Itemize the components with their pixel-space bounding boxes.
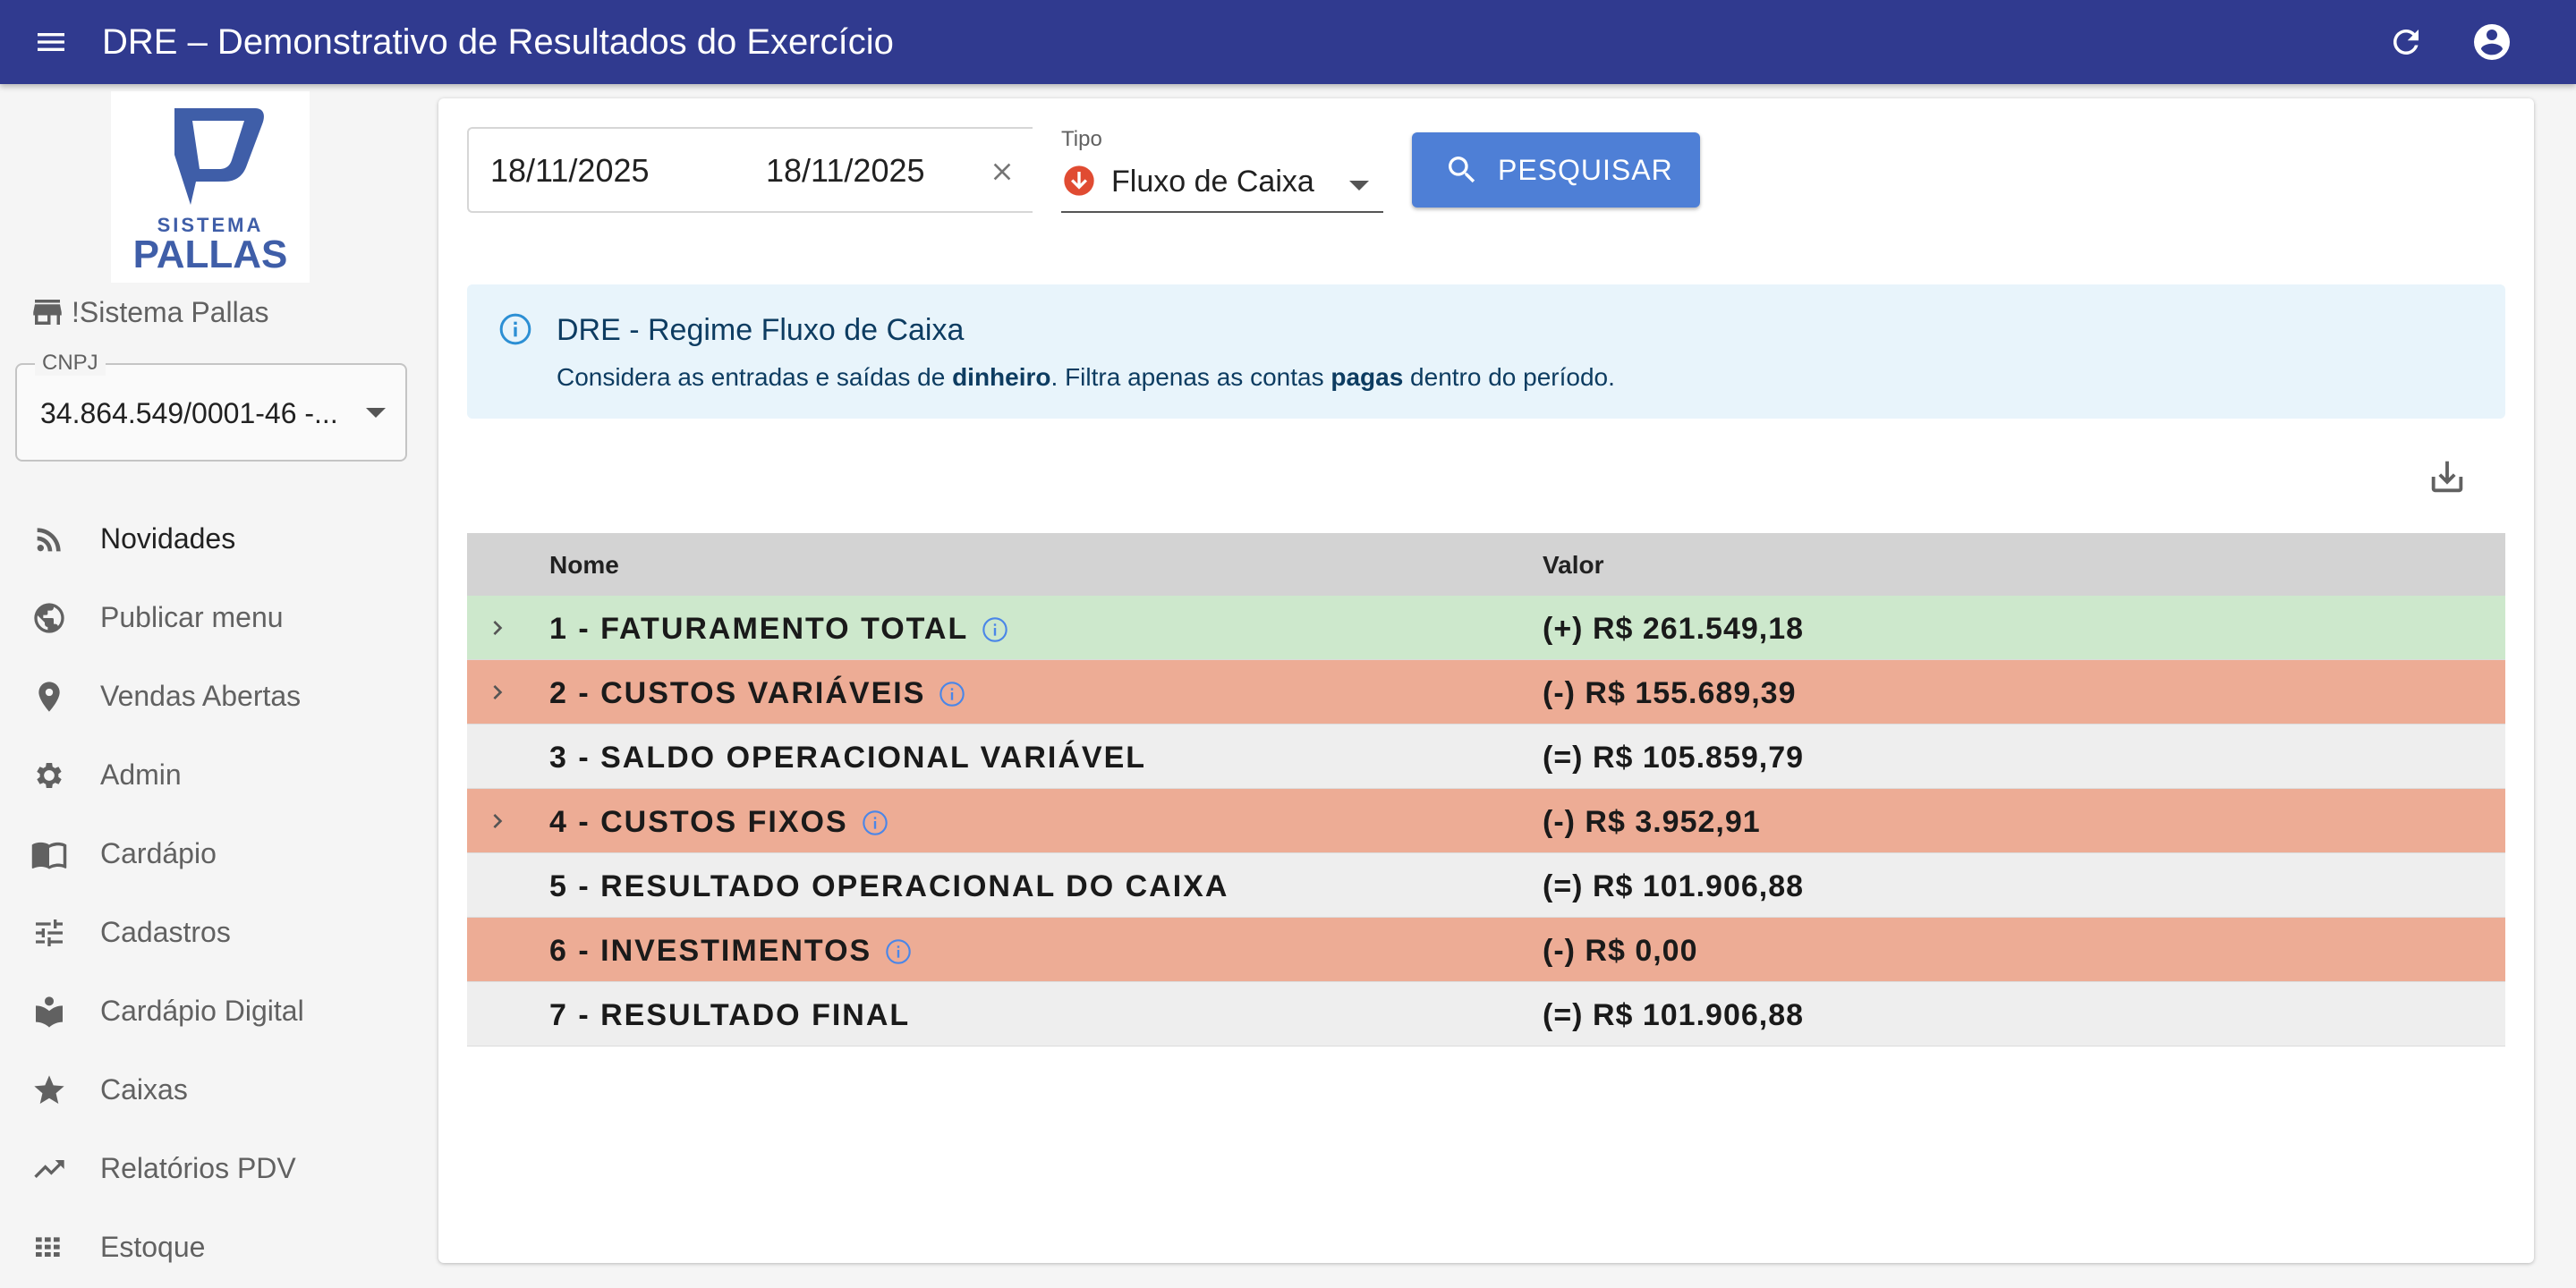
menu-book-icon <box>29 834 70 875</box>
sidebar-item-caixas[interactable] <box>0 1054 429 1125</box>
apps-grid-icon <box>29 1227 70 1268</box>
row-value: (=) R$ 105.859,79 <box>1543 741 1805 775</box>
refresh-icon[interactable] <box>2384 20 2428 64</box>
sidebar-item-label: Vendas Abertas <box>100 680 302 712</box>
row-value: (=) R$ 101.906,88 <box>1543 869 1805 903</box>
sidebar-item-cardapio[interactable] <box>0 818 429 889</box>
date-range-field[interactable] <box>467 127 1033 213</box>
location-pin-icon <box>29 676 70 717</box>
info-icon[interactable] <box>861 809 889 837</box>
cnpj-select[interactable] <box>15 351 407 462</box>
table-row <box>467 982 2505 1046</box>
info-alert <box>467 284 2505 419</box>
page-title: DRE – Demonstrativo de Resultados do Exercício <box>102 22 894 62</box>
sidebar-item-publicar-menu[interactable] <box>0 581 429 653</box>
sidebar-item-label: Admin <box>100 758 182 791</box>
chevron-down-icon <box>1349 181 1369 191</box>
info-icon <box>497 311 533 347</box>
row-value: (+) R$ 261.549,18 <box>1543 612 1805 646</box>
row-name: 5 - RESULTADO OPERACIONAL DO CAIXA <box>549 869 1229 903</box>
tipo-label: Tipo <box>1061 127 1102 151</box>
chevron-down-icon <box>366 408 386 418</box>
sidebar-item-label: Novidades <box>100 522 236 555</box>
row-name: 3 - SALDO OPERACIONAL VARIÁVEL <box>549 741 1147 775</box>
row-value: (-) R$ 0,00 <box>1543 934 1698 968</box>
sidebar-item-vendas-abertas[interactable] <box>0 660 429 732</box>
sidebar-item-cadastros[interactable] <box>0 896 429 968</box>
table-row <box>467 853 2505 918</box>
sidebar-item-relatorios-pdv[interactable] <box>0 1132 429 1204</box>
store-icon <box>29 293 66 331</box>
store-name: !Sistema Pallas <box>72 295 269 328</box>
row-name: 4 - CUSTOS FIXOS <box>549 805 889 840</box>
table-row[interactable] <box>467 660 2505 724</box>
info-title: DRE - Regime Fluxo de Caixa <box>557 313 965 347</box>
row-name: 1 - FATURAMENTO TOTAL <box>549 612 1009 647</box>
table-header <box>467 533 2505 596</box>
row-value: (=) R$ 101.906,88 <box>1543 998 1805 1032</box>
account-circle-icon[interactable] <box>2468 18 2516 66</box>
sidebar-item-label: Relatórios PDV <box>100 1152 296 1184</box>
svg-text:PALLAS: PALLAS <box>132 233 288 276</box>
close-icon[interactable] <box>988 157 1016 186</box>
sidebar-item-admin[interactable] <box>0 739 429 810</box>
tipo-value: Fluxo de Caixa <box>1111 165 1314 199</box>
cnpj-label: CNPJ <box>35 351 106 376</box>
info-icon[interactable] <box>981 615 1009 644</box>
star-icon <box>29 1070 70 1111</box>
local-library-icon <box>29 991 70 1032</box>
arrow-down-circle-icon <box>1061 163 1097 199</box>
chevron-right-icon[interactable] <box>483 807 512 835</box>
row-value: (-) R$ 155.689,39 <box>1543 676 1797 710</box>
download-icon[interactable] <box>2427 456 2471 501</box>
svg-text:SISTEMA: SISTEMA <box>157 214 264 236</box>
sidebar-item-label: Publicar menu <box>100 601 284 633</box>
row-name: 6 - INVESTIMENTOS <box>549 934 913 969</box>
cnpj-value: 34.864.549/0001-46 -... <box>40 397 338 429</box>
sidebar <box>0 84 429 1288</box>
sidebar-item-cardapio-digital[interactable] <box>0 975 429 1046</box>
sidebar-item-label: Caixas <box>100 1073 188 1106</box>
sidebar-item-label: Cardápio <box>100 837 217 869</box>
row-name: 2 - CUSTOS VARIÁVEIS <box>549 676 966 711</box>
search-button-label: PESQUISAR <box>1498 154 1673 186</box>
chevron-right-icon[interactable] <box>483 614 512 642</box>
sidebar-item-label: Estoque <box>100 1231 206 1263</box>
sidebar-item-estoque[interactable] <box>0 1211 429 1283</box>
table-row[interactable] <box>467 596 2505 660</box>
table-row[interactable] <box>467 789 2505 853</box>
logo <box>111 91 310 283</box>
main-card <box>438 98 2534 1263</box>
row-value: (-) R$ 3.952,91 <box>1543 805 1761 839</box>
column-header-nome: Nome <box>549 551 619 579</box>
sidebar-item-label: Cadastros <box>100 916 231 948</box>
sidebar-item-label: Cardápio Digital <box>100 995 304 1027</box>
globe-icon <box>29 597 70 639</box>
search-button[interactable] <box>1412 132 1700 208</box>
tune-icon <box>29 912 70 953</box>
table-row <box>467 724 2505 789</box>
search-icon <box>1444 152 1480 188</box>
menu-icon[interactable] <box>29 20 73 64</box>
date-start-input[interactable]: 18/11/2025 <box>490 152 650 189</box>
chevron-right-icon[interactable] <box>483 678 512 707</box>
info-text: Considera as entradas e saídas de dinheiro. Filtra apenas as contas pagas dentro do período. <box>557 363 1615 391</box>
app-bar <box>0 0 2576 84</box>
info-icon[interactable] <box>938 680 966 708</box>
row-name: 7 - RESULTADO FINAL <box>549 998 911 1032</box>
date-end-input[interactable]: 18/11/2025 <box>766 152 925 189</box>
info-icon[interactable] <box>884 937 913 966</box>
column-header-valor: Valor <box>1543 551 1604 579</box>
sidebar-item-novidades[interactable] <box>0 503 429 574</box>
rss-feed-icon <box>29 519 70 560</box>
gear-icon <box>29 755 70 796</box>
tipo-select[interactable] <box>1061 127 1383 213</box>
table-row <box>467 918 2505 982</box>
store-selector[interactable] <box>29 290 269 335</box>
trending-up-icon <box>29 1148 70 1190</box>
